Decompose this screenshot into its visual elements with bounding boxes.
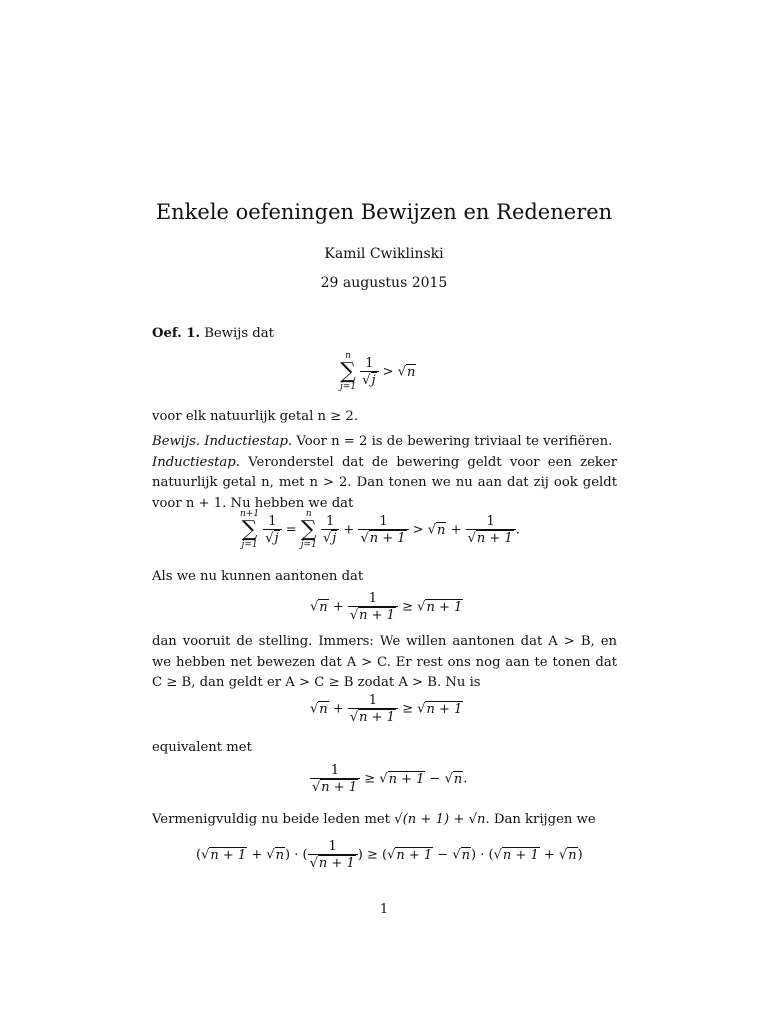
equation-3: √n + $\frac{1}{√n + 1}$ ≥ √n + 1 [310, 591, 463, 623]
induction-step-label: Inductiestap. [152, 454, 240, 470]
equation-6: (√n + 1 + √n) · ( $\frac{1}{√n + 1}$ ) ≥ (√n + 1 − √n) · (√n + 1 + √n) [196, 839, 583, 871]
fraction: $\frac{1}{√j}$ [360, 357, 378, 387]
sum-symbol: n ∑ j=1 [340, 351, 357, 392]
date: 29 augustus 2015 [320, 275, 448, 291]
base-step-text: Voor n = 2 is de bewering triviaal te verifiëren. [296, 434, 613, 449]
proof-label: Bewijs. [152, 434, 201, 449]
equation-4: √n + $\frac{1}{√n + 1}$ ≥ √n + 1 [310, 693, 463, 725]
exercise-condition: voor elk natuurlijk getal n ≥ 2. [152, 409, 359, 424]
page-title: Enkele oefeningen Bewijzen en Redeneren [155, 200, 613, 224]
exercise-heading [152, 324, 617, 345]
proof-paragraph [152, 432, 617, 514]
author: Kamil Cwiklinski [324, 246, 444, 262]
equation-5: $\frac{1}{√n + 1}$ ≥ √n + 1 − √n. [312, 763, 468, 795]
paragraph-2: Als we nu kunnen aantonen dat [152, 569, 364, 584]
equation-2: n+1 ∑ j=1 $\frac{1}{√j}$ = n ∑ j=1 $\frac{1}{√j}$ + $\frac{1}{√n + 1}$ > √n + $\frac{1}{√n + 1}$ . [240, 509, 520, 550]
page-number: 1 [379, 902, 389, 917]
paragraph-5: Vermenigvuldig nu beide leden met √(n + 1) + √n. Dan krijgen we [152, 812, 596, 827]
exercise-label: Oef. 1. [152, 326, 201, 341]
equation-1: n ∑ j=1 $\frac{1}{√j}$ > √n [340, 351, 416, 392]
paragraph-3: dan vooruit de stelling. Immers: We willen aantonen dat A > B, en we hebben net bewezen dat A > C. Er rest ons nog aan te tonen dat C ≥ B, dan geldt er A > C ≥ B zodat A > B. Nu is [152, 634, 617, 690]
induction-step-text: Veronderstel dat de bewering geldt voor een zeker natuurlijk getal n, met n > 2. Dan tonen we nu aan dat zij ook geldt voor n + 1. Nu hebben we dat [152, 454, 617, 511]
base-step-label: Inductiestap. [204, 434, 293, 449]
paragraph-4: equivalent met [152, 740, 252, 755]
exercise-intro: Bewijs dat [204, 326, 274, 341]
